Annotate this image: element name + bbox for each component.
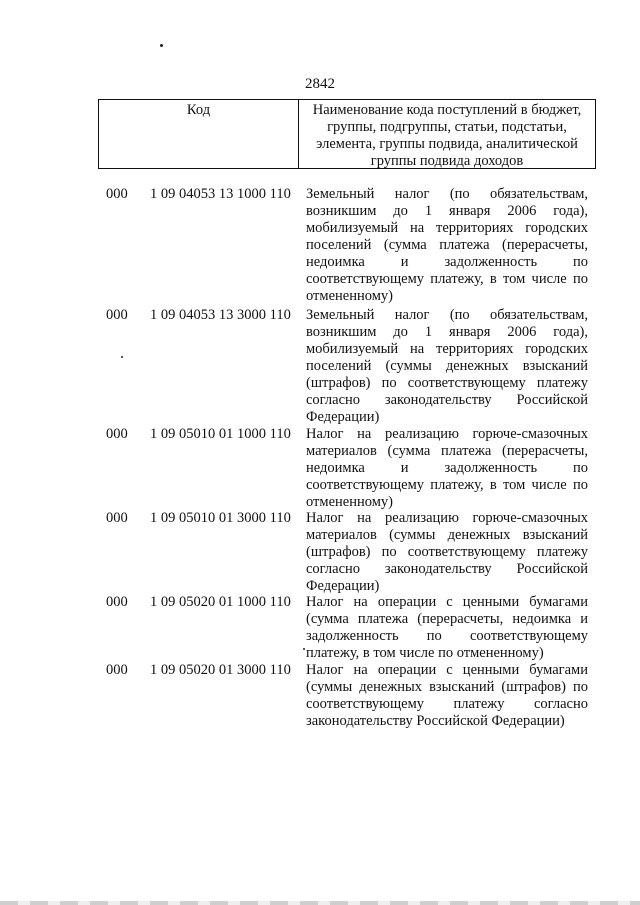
income-description: Налог на операции с ценными бумагами (сумма платежа (перерасчеты, недоимка и задолженность по соответствующему платежу, в том числе по отмененному) (306, 594, 588, 661)
income-description: Земельный налог (по обязательствам, возникшим до 1 января 2006 года), мобилизуемый на территориях городских поселений (суммы денежных взысканий (штрафов) по соответствующему платежу согласно законодательству Российской Федерации) (306, 307, 588, 425)
income-code: 1 09 05010 01 3000 110 (150, 510, 291, 526)
scan-speck (160, 44, 163, 47)
scan-speck (121, 356, 123, 358)
header-code: Код (99, 100, 299, 168)
income-code: 1 09 05020 01 1000 110 (150, 594, 291, 610)
header-name: Наименование кода поступлений в бюджет, группы, подгруппы, статьи, подстатьи, элемента, группы подвида, аналитической группы подвида доходов (312, 102, 582, 169)
admin-code: 000 (106, 510, 128, 526)
table-row (0, 662, 640, 732)
table-row (0, 186, 640, 307)
income-code: 1 09 04053 13 1000 110 (150, 186, 291, 202)
income-description: Налог на операции с ценными бумагами (суммы денежных взысканий (штрафов) по соответствующему платежу согласно законодательству Российской Федерации) (306, 662, 588, 729)
table-row (0, 510, 640, 594)
income-code: 1 09 05010 01 1000 110 (150, 426, 291, 442)
admin-code: 000 (106, 662, 128, 678)
admin-code: 000 (106, 426, 128, 442)
admin-code: 000 (106, 594, 128, 610)
income-code-list (0, 186, 640, 732)
table-header (98, 99, 596, 169)
scan-speck (303, 648, 305, 650)
income-code: 1 09 04053 13 3000 110 (150, 307, 291, 323)
admin-code: 000 (106, 307, 128, 323)
table-row (0, 307, 640, 426)
scan-edge (0, 901, 640, 905)
table-row (0, 426, 640, 510)
page-number: 2842 (305, 76, 335, 92)
table-row (0, 594, 640, 662)
admin-code: 000 (106, 186, 128, 202)
income-code: 1 09 05020 01 3000 110 (150, 662, 291, 678)
income-description: Земельный налог (по обязательствам, возникшим до 1 января 2006 года), мобилизуемый на территориях городских поселений (сумма платежа (перерасчеты, недоимка и задолженность по соответствующему платежу, в том числе по отмененному) (306, 186, 588, 304)
income-description: Налог на реализацию горюче-смазочных материалов (суммы денежных взысканий (штрафов) по соответствующему платежу согласно законодательству Российской Федерации) (306, 510, 588, 594)
income-description: Налог на реализацию горюче-смазочных материалов (сумма платежа (перерасчеты, недоимка и задолженность по соответствующему платежу, в том числе по отмененному) (306, 426, 588, 510)
